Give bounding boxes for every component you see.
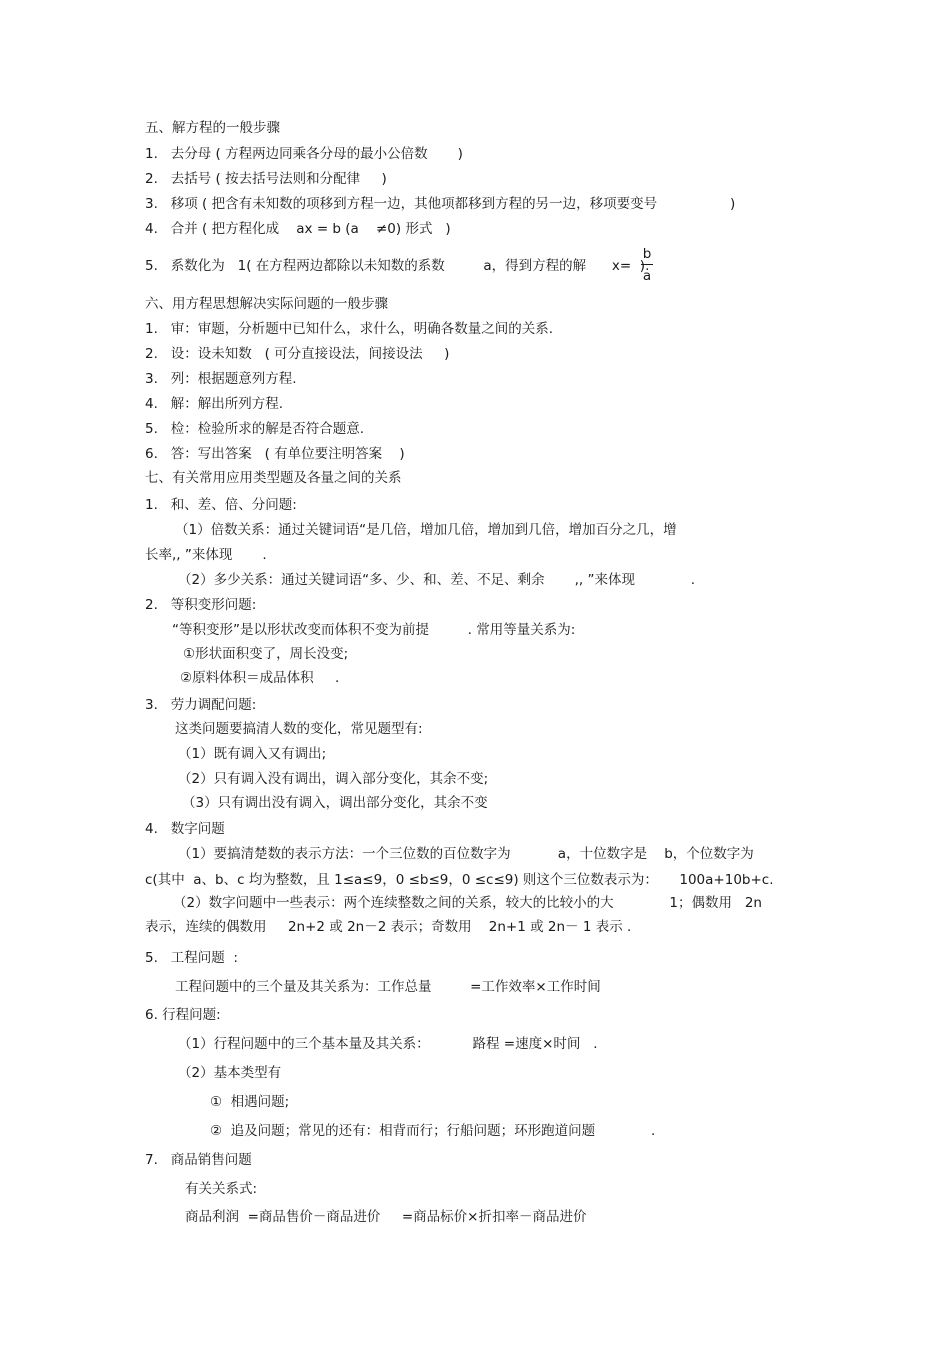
s6-line-1: 1. 审：审题，分析题中已知什么，求什么，明确各数量之间的关系. [145,321,554,337]
s7-item-4b: （2）数字问题中一些表示：两个连续整数之间的关系，较大的比较小的大 1；偶数用 2n [173,895,762,911]
s7-item-7b: 商品利润 =商品售价－商品进价 =商品标价×折扣率－商品进价 [185,1209,587,1225]
s6-line-6: 6. 答：写出答案 ( 有单位要注明答案 ) [145,446,405,462]
s7-item-1a: （1）倍数关系：通过关键词语“是几倍，增加几倍，增加到几倍，增加百分之几，增 [175,522,677,538]
s7-item-4: 4. 数字问题 [145,821,225,837]
s7-item-2b: ①形状面积变了，周长没变; [183,646,349,662]
s7-item-3c: （2）只有调入没有调出，调入部分变化，其余不变; [178,771,489,787]
s7-item-7: 7. 商品销售问题 [145,1152,252,1168]
s7-item-6b: （2）基本类型有 [178,1065,282,1081]
section-five-title: 五、解方程的一般步骤 [145,120,280,136]
section-six-title: 六、用方程思想解决实际问题的一般步骤 [145,296,388,312]
s7-item-3d: （3）只有调出没有调入，调出部分变化，其余不变 [182,795,488,811]
s7-item-6c: ① 相遇问题; [210,1094,290,1110]
s6-line-4: 4. 解：解出所列方程. [145,396,284,412]
step-4-line: 4. 合并 ( 把方程化成 ax = b (a ≠0) 形式 ) [145,221,451,237]
s7-item-4a-cont: c(其中 a、b、c 均为整数，且 1≤a≤9，0 ≤b≤9，0 ≤c≤9) 则这个三位数表示为： 100a+10b+c. [145,872,774,888]
s7-item-2a: “等积变形”是以形状改变而体积不变为前提 . 常用等量关系为: [172,622,576,638]
fraction-denominator: a [642,268,652,284]
s7-item-1b: （2）多少关系：通过关键词语“多、少、和、差、不足、剩余 ,, ”来体现 . [178,572,696,588]
fraction-numerator: b [642,246,652,262]
s7-item-3a: 这类问题要搞清人数的变化，常见题型有: [175,721,423,737]
step-2-line: 2. 去括号 ( 按去括号法则和分配律 ) [145,171,387,187]
s6-line-5: 5. 检：检验所求的解是否符合题意. [145,421,365,437]
s7-item-6d: ② 追及问题；常见的还有：相背而行；行船问题；环形跑道问题 . [210,1123,656,1139]
s7-item-4b-cont: 表示，连续的偶数用 2n+2 或 2n－2 表示；奇数用 2n+1 或 2n－ 1 表示 . [145,919,632,935]
s7-item-6: 6. 行程问题: [145,1007,221,1023]
s7-item-5a: 工程问题中的三个量及其关系为：工作总量 =工作效率×工作时间 [175,979,601,995]
s7-item-7a: 有关关系式: [185,1181,258,1197]
s6-line-3: 3. 列：根据题意列方程. [145,371,297,387]
s7-item-5: 5. 工程问题 : [145,950,238,966]
s6-line-2: 2. 设：设未知数 ( 可分直接设法，间接设法 ) [145,346,450,362]
step-3-line: 3. 移项 ( 把含有未知数的项移到方程一边，其他项都移到方程的另一边，移项要变号 ) [145,196,736,212]
s7-item-4a: （1）要搞清楚数的表示方法：一个三位数的百位数字为 a，十位数字是 b，个位数字为 [178,846,754,862]
s7-item-6a: （1）行程问题中的三个基本量及其关系： 路程 =速度×时间 . [178,1036,598,1052]
step-1-line: 1. 去分母 ( 方程两边同乘各分母的最小公倍数 ) [145,146,463,162]
s7-item-3: 3. 劳力调配问题: [145,697,257,713]
s7-item-1a-cont: 长率,, ”来体现 . [145,547,267,563]
step-5-line: 5. 系数化为 1( 在方程两边都除以未知数的系数 a，得到方程的解 x= ). [145,258,650,274]
s7-item-2: 2. 等积变形问题: [145,597,257,613]
s7-item-3b: （1）既有调入又有调出; [178,746,327,762]
s7-item-1: 1. 和、差、倍、分问题: [145,497,297,513]
section-seven-title: 七、有关常用应用类型题及各量之间的关系 [145,470,402,486]
fraction-bar [641,264,653,265]
s7-item-2c: ②原料体积＝成品体积 . [180,670,340,686]
